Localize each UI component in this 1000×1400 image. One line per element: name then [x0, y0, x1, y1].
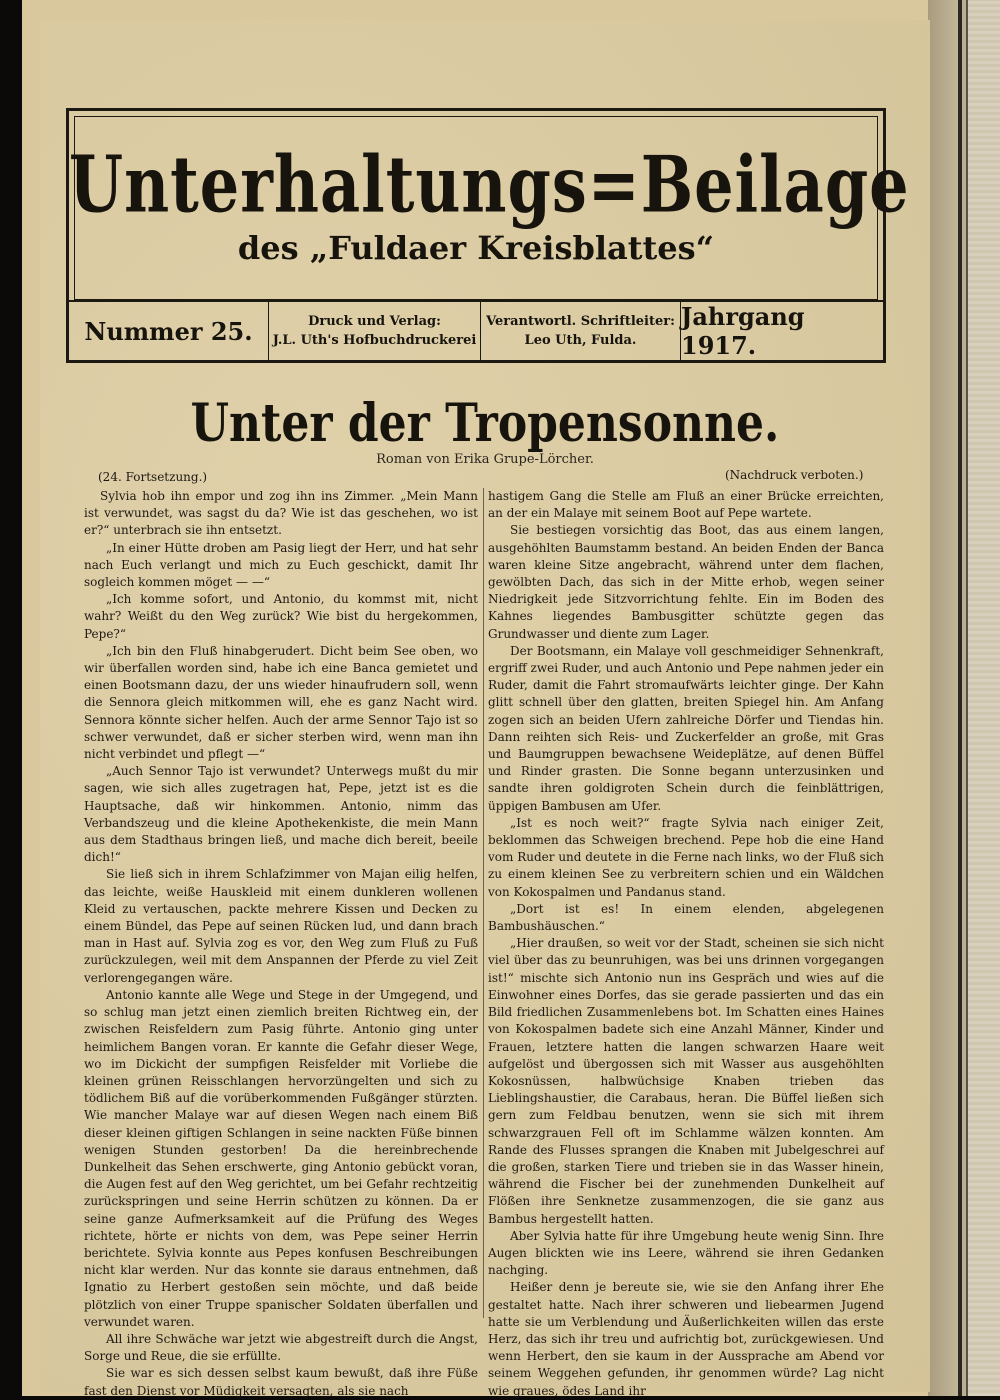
- editor-label: Verantwortl. Schriftleiter:: [486, 314, 675, 329]
- article-paragraph: Aber Sylvia hatte für ihre Umgebung heute wenig Sinn. Ihre Augen blickten wie ins Leere, während sie ihren Gedanken nachging.: [488, 1228, 884, 1278]
- left-column: [84, 488, 478, 1400]
- masthead: [66, 108, 910, 363]
- paper-strip: [966, 0, 1000, 1396]
- article-paragraph: Antonio kannte alle Wege und Stege in der Umgegend, und so schlug man jetzt einen ziemlich breiten Richtweg ein, der zwischen Reisfeldern zum Pasig führte. Antonio ging unter heimlichem Bangen voran. Er kannte die Gefahr dieser Wege, wo im Dickicht der sumpfigen Reisfelder mit Vorliebe die kleinen grünen Reisschlangen hervorzüngelten und sich zu tödlichem Biß auf die vorüberkommenden Fußgänger stürzten. Wie mancher Malaye war auf diesen Wegen nach einem Biß dieser kleinen giftigen Schlangen in seine nackten Füße binnen wenigen Stunden gestorben! Da die hereinbrechende Dunkelheit das Sehen erschwerte, ging Antonio gebückt voran, die Augen fest auf den Weg gerichtet, um bei Gefahr rechtzeitig zurückspringen und seine Herrin schützen zu können. Da er seine ganze Aufmerksamkeit auf die Prüfung des Weges richtete, hörte er nichts von dem, was Pepe seiner Herrin berichtete. Sylvia konnte aus Pepes konfusen Beschreibungen nicht klar werden. Nur das konnte sie daraus entnehmen, daß Ignatio zu Herbert gestoßen sein möchte, und daß beide plötzlich von einer Truppe spanischer Soldaten überfallen und verwundet waren.: [84, 987, 478, 1329]
- masthead-subtitle: des „Fuldaer Kreisblattes“: [237, 229, 715, 267]
- page-edge: [928, 0, 958, 1396]
- article-paragraph: „Ist es noch weit?“ fragte Sylvia nach einiger Zeit, beklommen das Schweigen brechend. Pepe hob die eine Hand vom Ruder und deutete in die Ferne nach links, wo der Fluß sich zu einem kleinen See zu verbreitern schien und ein Wäldchen von Kokospalmen und Pandanus stand.: [488, 815, 884, 899]
- editor-name: Leo Uth, Fulda.: [524, 333, 637, 348]
- printer-info: [269, 302, 481, 360]
- article-byline: Roman von Erika Grupe-Lörcher.: [376, 452, 594, 467]
- article-paragraph: „In einer Hütte droben am Pasig liegt der Herr, und hat sehr nach Euch verlangt und mich zu Euch geschickt, damit Ihr sogleich kommen möget — —“: [84, 540, 478, 590]
- article-paragraph: Heißer denn je bereute sie, wie sie den Anfang ihrer Ehe gestaltet hatte. Nach ihrer schweren und liebearmen Jugend hatte sie um Verblendung und Äußerlichkeiten willen das erste Herz, das sich ihr treu und aufrichtig bot, zurückgewiesen. Und wenn Herbert, den sie kaum in der Aussprache am Abend vor seinem Weggehen gefunden, ihr genommen würde? Lag nicht wie graues, ödes Land ihr: [488, 1280, 884, 1398]
- year-volume: Jahrgang 1917.: [681, 302, 805, 360]
- issue-number: Nummer 25.: [69, 302, 269, 360]
- article-paragraph: hastigem Gang die Stelle am Fluß an einer Brücke erreichten, an der ein Malaye mit seinem Boot auf Pepe wartete.: [488, 489, 884, 521]
- binding-line: [958, 0, 962, 1396]
- article-paragraph: „Ich komme sofort, und Antonio, du kommst mit, nicht wahr? Weißt du den Weg zurück? Wie bist du hergekommen, Pepe?“: [84, 592, 478, 641]
- column-divider: [483, 488, 484, 1318]
- article-paragraph: Sie bestiegen vorsichtig das Boot, das aus einem langen, ausgehöhlten Baumstamm bestand. An beiden Enden der Banca waren kleine Sitze angebracht, während unter dem flachen, gewölbten Dach, das sich in der Mitte erhob, wegen seiner Niedrigkeit jede Sitzvorrichtung fehlte. Ein im Boden des Kahnes liegendes Bambusgitter schützte gegen das Grundwasser und diente zum Lager.: [488, 523, 884, 641]
- article-paragraph: All ihre Schwäche war jetzt wie abgestreift durch die Angst, Sorge und Reue, die sie erfüllte.: [84, 1331, 478, 1364]
- printer-name: J.L. Uth's Hofbuchdruckerei: [272, 333, 477, 348]
- article-paragraph: Sylvia hob ihn empor und zog ihn ins Zimmer. „Mein Mann ist verwundet, was sagst du da? Wie ist das geschehen, wo ist er?“ unterbrach sie ihn entsetzt.: [84, 489, 478, 538]
- article-paragraph: Sie war es sich dessen selbst kaum bewußt, daß ihre Füße fast den Dienst vor Müdigkeit versagten, als sie nach: [84, 1366, 478, 1398]
- article-paragraph: „Dort ist es! In einem elenden, abgelegenen Bambushäuschen.“: [488, 901, 884, 934]
- article-paragraph: „Hier draußen, so weit vor der Stadt, scheinen sie sich nicht viel über das zu beunruhigen, was bei uns drinnen vorgegangen ist!“ mischte sich Antonio nun ins Gespräch und wies auf die Einwohner eines Dorfes, das sie gerade passierten und das ein Bild friedlichen Zusammenlebens bot. Im Schatten eines Haines von Kokospalmen badete sich eine Anzahl Männer, Kinder und Frauen, letztere hatten die langen schwarzen Haare weit aufgelöst und übergossen sich mit Wasser aus ausgehöhlten Kokosnüssen, halbwüchsige Knaben trieben das Lieblingshaustier, die Carabaus, heran. Die Büffel ließen sich gern zum Feldbau benutzen, wenn sie sich mit ihrem schwarzgrauen Fell oft im Schlamme wälzen konnten. Am Rande des Flusses sprangen die Knaben mit Jubelgeschrei auf die großen, starken Tiere und trieben sie in das Wasser hinein, während die Fischer bei der zunehmenden Dunkelheit auf Flößen ihre Senknetze zusammenzogen, die sie ganz aus Bambus hergestellt hatten.: [488, 936, 884, 1226]
- masthead-info-row: [69, 300, 883, 360]
- article-paragraph: Der Bootsmann, ein Malaye voll geschmeidiger Sehnenkraft, ergriff zwei Ruder, und auch Antonio und Pepe nahmen jeder ein Ruder, damit die Fahrt stromaufwärts leichter ginge. Der Kahn glitt schnell über den glatten, breiten Spiegel hin. Am Anfang zogen sich an beiden Ufern zahlreiche Dörfer und Tiendas hin. Dann reihten sich Reis- und Zuckerfelder an große, mit Gras und Baumgruppen bewachsene Weideplätze, auf denen Büffel und Rinder grasten. Die Sonne begann unterzusinken und sandte ihren goldigroten Schein durch die feinblättrigen, üppigen Bambusen am Ufer.: [488, 643, 884, 813]
- editor-info: [481, 302, 681, 360]
- article-headline: Unter der Tropensonne.: [190, 393, 780, 455]
- printer-label: Druck und Verlag:: [308, 314, 441, 329]
- continuation-note: (24. Fortsetzung.): [98, 470, 208, 484]
- article-paragraph: Sie ließ sich in ihrem Schlafzimmer von Majan eilig helfen, das leichte, weiße Hauskleid mit einem dunkleren wollenen Kleid zu vertauschen, packte mehrere Kissen und Decken zu einem Bündel, das Pepe auf seinen Rücken lud, und dann brach man in Hast auf. Sylvia zog es vor, den Weg zum Fluß zu Fuß zurückzulegen, weil mit dem Anspannen der Pferde zu viel Zeit verlorengegangen wäre.: [84, 867, 478, 985]
- copyright-note: (Nachdruck verboten.): [725, 468, 864, 482]
- article-paragraph: „Ich bin den Fluß hinabgerudert. Dicht beim See oben, wo wir überfallen worden sind, habe ich eine Banca gemietet und einen Bootsmann dazu, der uns wieder hinaufrudern soll, wenn die Sennora gleich mitkommen will, ehe es ganz Nacht wird. Sennora könnte sicher helfen. Auch der arme Sennor Tajo ist so schwer verwundet, daß er sicher sterben wird, wenn man ihn nicht verbindet und pflegt —“: [84, 643, 478, 762]
- masthead-title: Unterhaltungs=Beilage: [69, 139, 910, 231]
- article-paragraph: „Auch Sennor Tajo ist verwundet? Unterwegs mußt du mir sagen, wie sich alles zugetragen hat, Pepe, jetzt ist es die Hauptsache, daß wir hinkommen. Antonio, nimm das Verbandszeug und die kleine Apothekenkiste, die mein Mann aus dem Stadthaus bringen ließ, und mache dich bereit, beeile dich!“: [84, 764, 478, 865]
- right-column: [488, 488, 884, 1400]
